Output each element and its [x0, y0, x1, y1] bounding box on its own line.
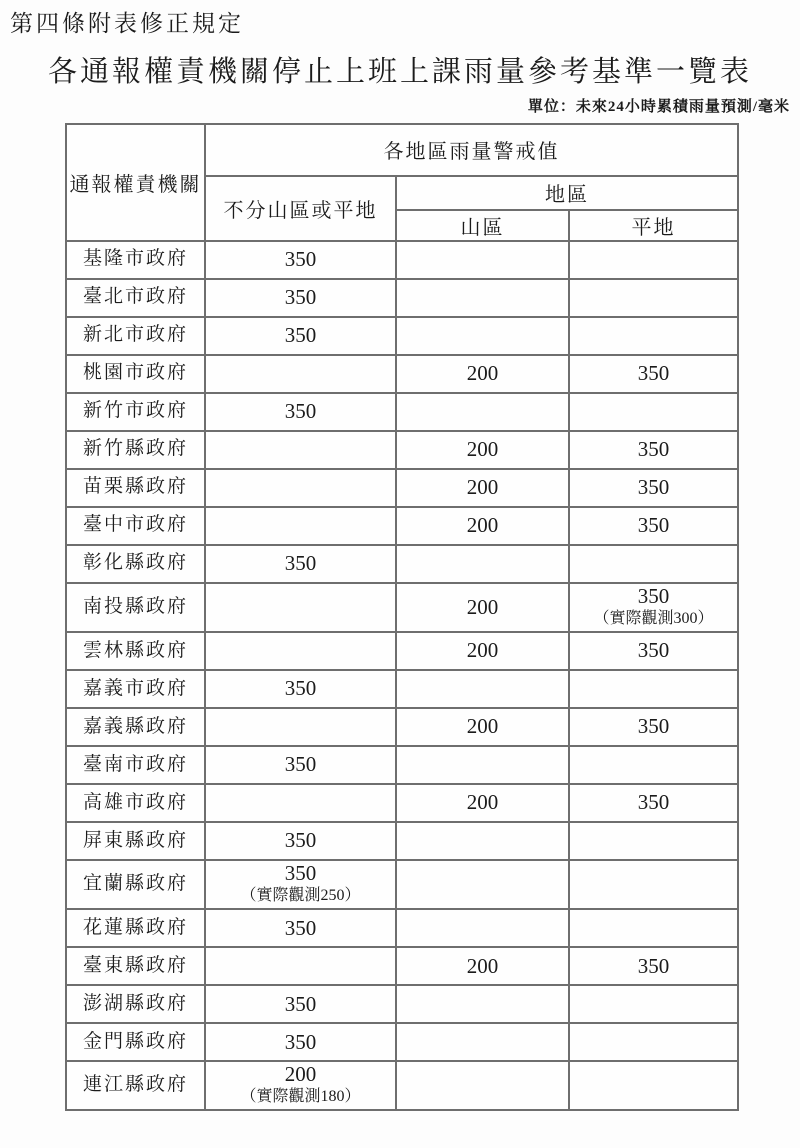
cell-value: 350	[284, 861, 317, 886]
cell-value: 200	[466, 953, 499, 978]
cell-value: 臺東縣政府	[82, 954, 188, 976]
plain-cell	[569, 1061, 738, 1110]
all-areas-cell	[205, 632, 396, 670]
all-areas-cell	[205, 431, 396, 469]
plain-cell	[569, 822, 738, 860]
table-row	[66, 1023, 738, 1061]
plain-cell	[569, 393, 738, 431]
table-row	[66, 583, 738, 632]
table-body	[66, 241, 738, 1111]
table-row	[66, 670, 738, 708]
mountain-cell	[396, 393, 569, 431]
cell-value: 350	[284, 676, 317, 701]
plain-cell	[569, 431, 738, 469]
all-areas-cell	[205, 507, 396, 545]
all-areas-cell	[205, 670, 396, 708]
all-areas-cell	[205, 746, 396, 784]
cell-value: 200	[466, 437, 499, 462]
table-row	[66, 784, 738, 822]
cell-value: 350	[637, 361, 670, 386]
agency-cell	[66, 393, 205, 431]
agency-cell	[66, 317, 205, 355]
mountain-cell	[396, 746, 569, 784]
unit-note: 單位：未來24小時累積雨量預測/毫米	[527, 98, 790, 115]
cell-value: 200	[466, 638, 499, 663]
all-areas-cell	[205, 985, 396, 1023]
agency-cell	[66, 784, 205, 822]
cell-value: 200	[466, 361, 499, 386]
plain-cell	[569, 708, 738, 746]
cell-value: 苗栗縣政府	[82, 476, 188, 498]
agency-cell	[66, 469, 205, 507]
all-areas-cell	[205, 947, 396, 985]
cell-value: 350	[637, 437, 670, 462]
mountain-cell	[396, 632, 569, 670]
table-row	[66, 860, 738, 909]
cell-value: 宜蘭縣政府	[82, 873, 188, 895]
mountain-cell	[396, 1023, 569, 1061]
mountain-cell	[396, 784, 569, 822]
observed-note: （實際觀測180）	[240, 1088, 361, 1106]
cell-value: 嘉義市政府	[82, 677, 188, 699]
plain-cell	[569, 670, 738, 708]
agency-cell	[66, 1061, 205, 1110]
cell-value: 350	[637, 953, 670, 978]
cell-value: 高雄市政府	[82, 791, 188, 813]
all-areas-cell	[205, 909, 396, 947]
table-row	[66, 947, 738, 985]
cell-value: 200	[284, 1062, 317, 1087]
mountain-cell	[396, 241, 569, 279]
agency-cell	[66, 632, 205, 670]
plain-cell	[569, 947, 738, 985]
plain-cell	[569, 469, 738, 507]
cell-value: 臺北市政府	[82, 286, 188, 308]
mountain-cell	[396, 670, 569, 708]
cell-value: 澎湖縣政府	[82, 992, 188, 1014]
all-areas-cell	[205, 393, 396, 431]
cell-value: 350	[284, 915, 317, 940]
cell-value: 雲林縣政府	[82, 639, 188, 661]
agency-cell	[66, 746, 205, 784]
table-row	[66, 241, 738, 279]
table-row	[66, 632, 738, 670]
cell-value: 350	[284, 399, 317, 424]
table-row	[66, 545, 738, 583]
plain-cell	[569, 317, 738, 355]
cell-value: 連江縣政府	[82, 1074, 188, 1096]
all-areas-cell	[205, 708, 396, 746]
agency-cell	[66, 860, 205, 909]
header-plain: 平地	[569, 210, 738, 241]
cell-value: 南投縣政府	[82, 596, 188, 618]
cell-value: 350	[284, 752, 317, 777]
plain-cell	[569, 1023, 738, 1061]
cell-value: 新竹市政府	[82, 400, 188, 422]
cell-value: 350	[637, 790, 670, 815]
table-row	[66, 985, 738, 1023]
table-row	[66, 317, 738, 355]
all-areas-cell	[205, 583, 396, 632]
plain-cell	[569, 507, 738, 545]
table-row	[66, 469, 738, 507]
cell-value: 新北市政府	[82, 324, 188, 346]
agency-cell	[66, 985, 205, 1023]
mountain-cell	[396, 279, 569, 317]
cell-value: 臺中市政府	[82, 514, 188, 536]
agency-cell	[66, 241, 205, 279]
all-areas-cell	[205, 860, 396, 909]
cell-value: 200	[466, 714, 499, 739]
table-row	[66, 909, 738, 947]
all-areas-cell	[205, 1061, 396, 1110]
mountain-cell	[396, 909, 569, 947]
cell-value: 基隆市政府	[82, 248, 188, 270]
table-row	[66, 393, 738, 431]
mountain-cell	[396, 1061, 569, 1110]
agency-cell	[66, 355, 205, 393]
all-areas-cell	[205, 355, 396, 393]
plain-cell	[569, 909, 738, 947]
table-row	[66, 355, 738, 393]
all-areas-cell	[205, 469, 396, 507]
all-areas-cell	[205, 241, 396, 279]
cell-value: 200	[466, 790, 499, 815]
cell-value: 350	[637, 475, 670, 500]
all-areas-cell	[205, 279, 396, 317]
agency-cell	[66, 909, 205, 947]
header-mountain: 山區	[396, 210, 569, 241]
agency-cell	[66, 279, 205, 317]
table-row	[66, 507, 738, 545]
cell-value: 彰化縣政府	[82, 552, 188, 574]
cell-value: 350	[637, 638, 670, 663]
all-areas-cell	[205, 545, 396, 583]
mountain-cell	[396, 431, 569, 469]
cell-value: 350	[284, 991, 317, 1016]
mountain-cell	[396, 355, 569, 393]
all-areas-cell	[205, 317, 396, 355]
table-header	[66, 124, 738, 241]
mountain-cell	[396, 583, 569, 632]
plain-cell	[569, 985, 738, 1023]
header-no-distinction: 不分山區或平地	[205, 176, 396, 241]
all-areas-cell	[205, 1023, 396, 1061]
agency-cell	[66, 507, 205, 545]
mountain-cell	[396, 317, 569, 355]
cell-value: 桃園市政府	[82, 362, 188, 384]
plain-cell	[569, 355, 738, 393]
header-region: 地區	[396, 176, 738, 210]
agency-cell	[66, 670, 205, 708]
agency-cell	[66, 708, 205, 746]
plain-cell	[569, 279, 738, 317]
cell-value: 350	[284, 828, 317, 853]
cell-value: 200	[466, 475, 499, 500]
cell-value: 花蓮縣政府	[82, 916, 188, 938]
cell-value: 350	[284, 551, 317, 576]
mountain-cell	[396, 947, 569, 985]
mountain-cell	[396, 545, 569, 583]
rainfall-threshold-table	[65, 123, 739, 1112]
observed-note: （實際觀測300）	[593, 610, 714, 628]
plain-cell	[569, 545, 738, 583]
plain-cell	[569, 784, 738, 822]
mountain-cell	[396, 708, 569, 746]
page-title: 各通報權責機關停止上班上課雨量參考基準一覽表	[47, 55, 752, 88]
cell-value: 350	[637, 513, 670, 538]
cell-value: 200	[466, 594, 499, 619]
cell-value: 350	[284, 323, 317, 348]
table-row	[66, 746, 738, 784]
plain-cell	[569, 241, 738, 279]
table-row	[66, 279, 738, 317]
mountain-cell	[396, 860, 569, 909]
cell-value: 臺南市政府	[82, 753, 188, 775]
table-row	[66, 1061, 738, 1110]
cell-value: 350	[284, 1029, 317, 1054]
observed-note: （實際觀測250）	[240, 887, 361, 905]
plain-cell	[569, 860, 738, 909]
all-areas-cell	[205, 784, 396, 822]
cell-value: 350	[284, 247, 317, 272]
agency-cell	[66, 1023, 205, 1061]
mountain-cell	[396, 507, 569, 545]
mountain-cell	[396, 985, 569, 1023]
header-agency: 通報權責機關	[66, 124, 205, 241]
cell-value: 200	[466, 513, 499, 538]
document-heading: 第四條附表修正規定	[10, 11, 244, 36]
mountain-cell	[396, 469, 569, 507]
cell-value: 屏東縣政府	[82, 829, 188, 851]
all-areas-cell	[205, 822, 396, 860]
table-row	[66, 822, 738, 860]
cell-value: 金門縣政府	[82, 1030, 188, 1052]
cell-value: 新竹縣政府	[82, 438, 188, 460]
cell-value: 350	[637, 583, 670, 608]
agency-cell	[66, 947, 205, 985]
agency-cell	[66, 545, 205, 583]
mountain-cell	[396, 822, 569, 860]
agency-cell	[66, 822, 205, 860]
plain-cell	[569, 583, 738, 632]
plain-cell	[569, 632, 738, 670]
table-row	[66, 431, 738, 469]
header-warning-values: 各地區雨量警戒值	[205, 124, 738, 176]
plain-cell	[569, 746, 738, 784]
table-row	[66, 708, 738, 746]
cell-value: 350	[637, 714, 670, 739]
agency-cell	[66, 583, 205, 632]
agency-cell	[66, 431, 205, 469]
cell-value: 350	[284, 285, 317, 310]
cell-value: 嘉義縣政府	[82, 715, 188, 737]
